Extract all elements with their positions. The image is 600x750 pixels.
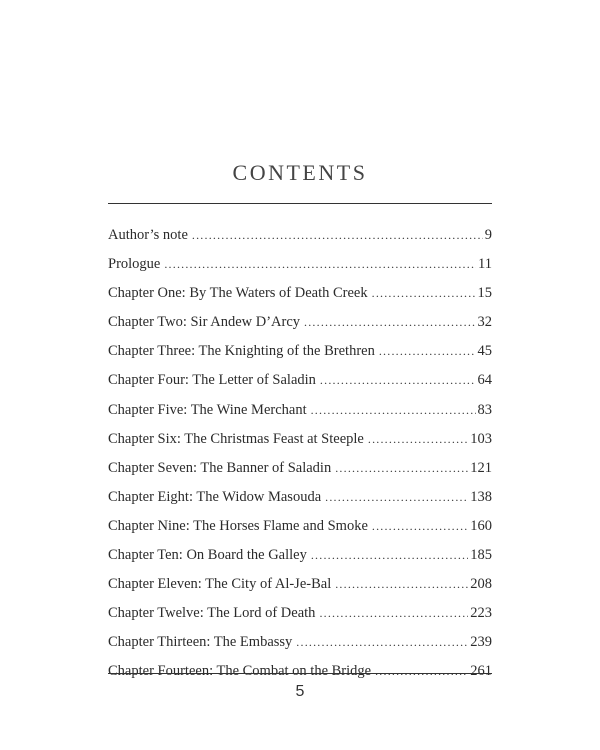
dot-leader xyxy=(372,286,476,301)
contents-heading: CONTENTS xyxy=(232,160,368,185)
toc-entry-page: 261 xyxy=(470,663,492,680)
dot-leader xyxy=(304,315,475,330)
dot-leader xyxy=(311,548,468,563)
toc-entry-page: 160 xyxy=(470,517,492,534)
toc-entry-title: Chapter Seven: The Banner of Saladin xyxy=(108,459,332,476)
toc-entry-title: Chapter One: By The Waters of Death Creek xyxy=(108,285,368,302)
toc-entry-page: 138 xyxy=(470,488,492,505)
toc-entry xyxy=(108,343,492,372)
toc-entry-title: Chapter Thirteen: The Embassy xyxy=(108,634,293,651)
toc-entry xyxy=(108,518,492,547)
toc-entry-page: 32 xyxy=(477,314,492,331)
toc-entry-page: 15 xyxy=(477,285,492,302)
dot-leader xyxy=(325,490,468,505)
toc-entry xyxy=(108,605,492,634)
toc-entry-title: Chapter Twelve: The Lord of Death xyxy=(108,605,316,622)
page-number: 5 xyxy=(295,683,305,700)
dot-leader xyxy=(372,519,468,534)
toc-entry-page: 103 xyxy=(470,430,492,447)
toc-entry xyxy=(108,460,492,489)
toc-entry-page: 223 xyxy=(470,605,492,622)
toc-entry xyxy=(108,489,492,518)
dot-leader xyxy=(368,432,468,447)
toc-entry xyxy=(108,256,492,285)
toc-entry-page: 45 xyxy=(477,343,492,360)
toc-entry xyxy=(108,402,492,431)
toc-entry-page: 208 xyxy=(470,576,492,593)
dot-leader xyxy=(164,257,476,272)
toc-entry-title: Chapter Four: The Letter of Saladin xyxy=(108,372,316,389)
toc-entry xyxy=(108,431,492,460)
toc-entry-title: Chapter Two: Sir Andew D’Arcy xyxy=(108,314,301,331)
toc-entry-page: 185 xyxy=(470,547,492,564)
dot-leader xyxy=(375,664,468,679)
top-rule xyxy=(108,203,492,204)
toc-entry-title: Chapter Eleven: The City of Al-Je-Bal xyxy=(108,576,332,593)
toc-entry-title: Chapter Six: The Christmas Feast at Steeple xyxy=(108,430,364,447)
toc-entry-title: Chapter Three: The Knighting of the Brethren xyxy=(108,343,375,360)
dot-leader xyxy=(296,635,468,650)
toc-entry xyxy=(108,576,492,605)
toc-entry xyxy=(108,314,492,343)
table-of-contents xyxy=(108,227,492,693)
toc-entry-title: Prologue xyxy=(108,256,161,273)
toc-entry-title: Chapter Five: The Wine Merchant xyxy=(108,401,307,418)
toc-entry xyxy=(108,372,492,401)
dot-leader xyxy=(335,461,468,476)
dot-leader xyxy=(311,403,476,418)
toc-entry-title: Author’s note xyxy=(108,227,188,243)
toc-entry-page: 239 xyxy=(470,634,492,651)
dot-leader xyxy=(319,606,468,621)
toc-entry-title: Chapter Fourteen: The Combat on the Bridge xyxy=(108,663,372,680)
toc-entry xyxy=(108,285,492,314)
toc-entry xyxy=(108,227,492,256)
dot-leader xyxy=(335,577,468,592)
toc-entry xyxy=(108,634,492,663)
toc-entry-page: 11 xyxy=(478,256,492,273)
toc-entry-page: 121 xyxy=(470,459,492,476)
toc-entry-title: Chapter Ten: On Board the Galley xyxy=(108,547,307,564)
toc-entry xyxy=(108,547,492,576)
dot-leader xyxy=(192,228,483,243)
dot-leader xyxy=(379,344,476,359)
toc-entry-title: Chapter Eight: The Widow Masouda xyxy=(108,488,322,505)
dot-leader xyxy=(320,373,476,388)
bottom-rule xyxy=(108,673,492,674)
toc-entry-page: 83 xyxy=(477,401,492,418)
toc-entry-title: Chapter Nine: The Horses Flame and Smoke xyxy=(108,517,368,534)
toc-entry-page: 64 xyxy=(477,372,492,389)
toc-entry-page: 9 xyxy=(484,227,492,243)
